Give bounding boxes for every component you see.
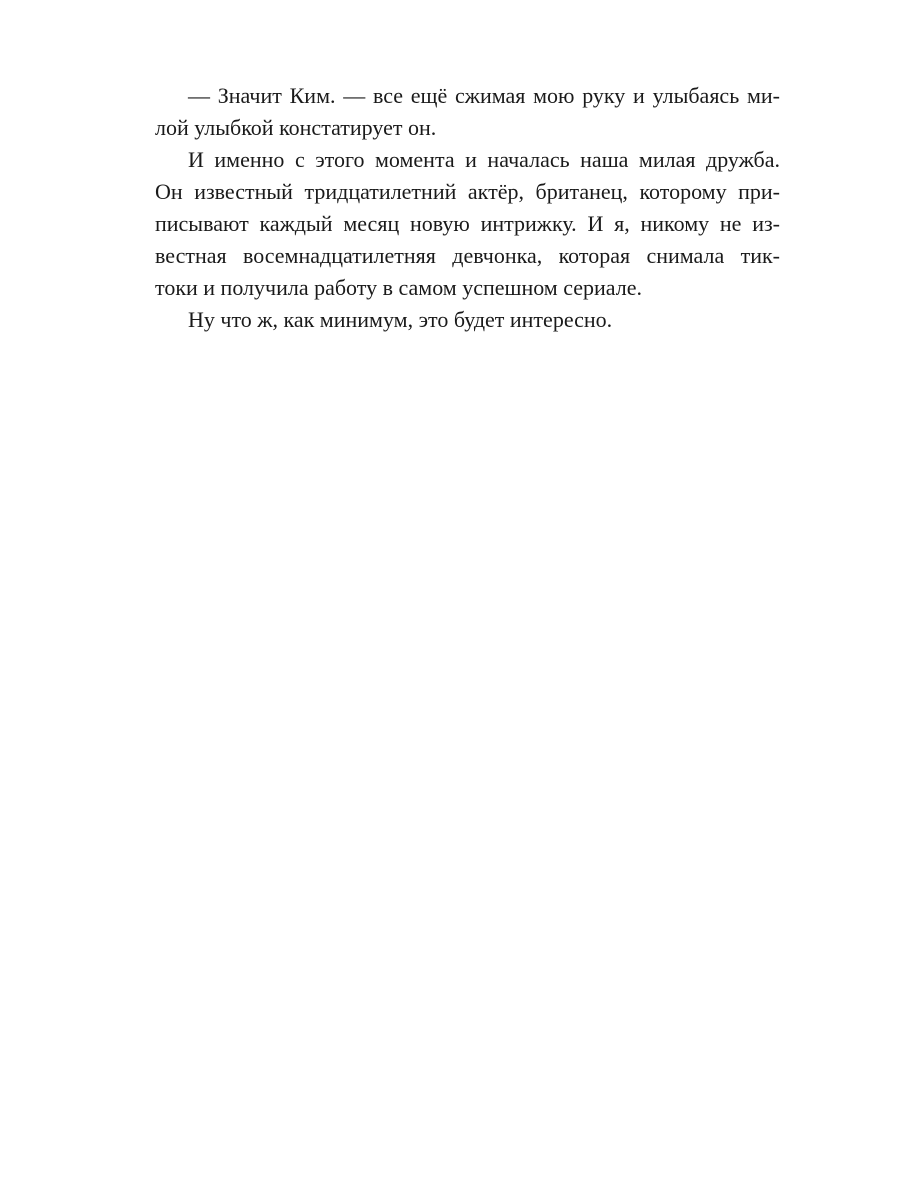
text-line: лой улыбкой констатирует он. bbox=[155, 115, 437, 140]
text-line: писывают каждый месяц новую интрижку. И я, никому не из- bbox=[155, 211, 780, 236]
text-line: Он известный тридцатилетний актёр, британец, которому при- bbox=[155, 179, 780, 204]
paragraph-1 bbox=[155, 80, 780, 144]
text-line: токи и получила работу в самом успешном сериале. bbox=[155, 275, 642, 300]
text-line: — Значит Ким. — все ещё сжимая мою руку и улыбаясь ми- bbox=[188, 83, 780, 108]
text-line: вестная восемнадцатилетняя девчонка, которая снимала тик- bbox=[155, 243, 780, 268]
page-text bbox=[155, 80, 780, 336]
text-line: Ну что ж, как минимум, это будет интересно. bbox=[188, 307, 613, 332]
paragraph-3 bbox=[155, 304, 780, 336]
paragraph-2 bbox=[155, 144, 780, 304]
text-line: И именно с этого момента и началась наша милая дружба. bbox=[188, 147, 780, 172]
